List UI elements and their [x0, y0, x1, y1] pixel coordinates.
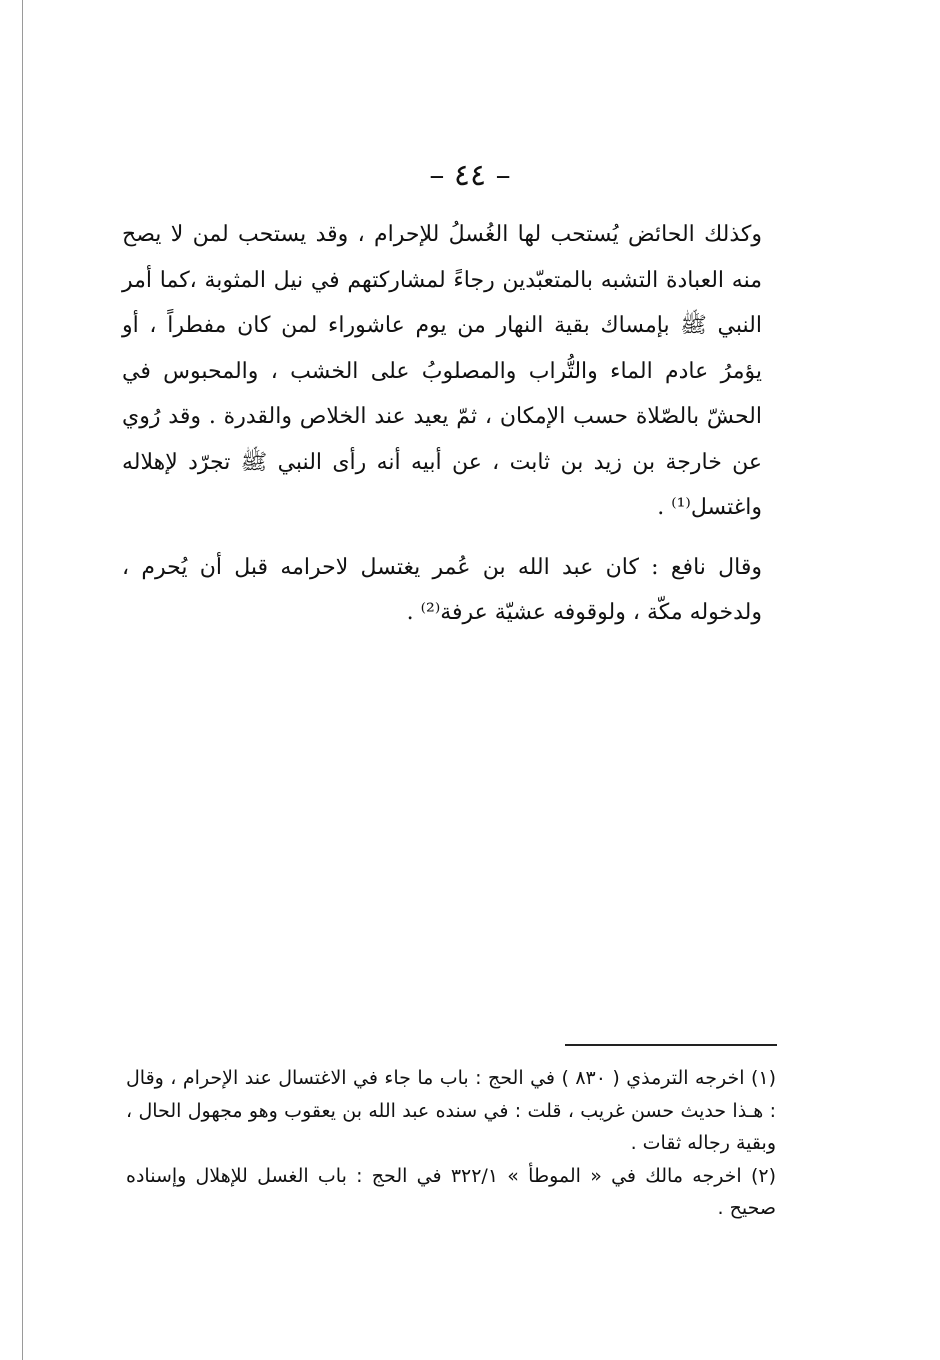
main-text: [122, 212, 762, 636]
scan-edge-line: [22, 0, 23, 1360]
footnote-1: (١) اخرجه الترمذي ( ٨٣٠ ) في الحج : باب ما جاء في الاغتسال عند الإحرام ، وقال : هـذا حديث حسن غريب ، قلت : في سنده عبد الله بن يعقوب وهو مجهول الحال ، وبقية رجاله ثقات .: [126, 1067, 776, 1154]
body-paragraph-2: وقال نافع : كان عبد الله بن عُمر يغتسل لاحرامه قبل أن يُحرم ، ولدخوله مكّة ، ولوقوفه عشيّة عرفة⁽²⁾ .: [122, 554, 762, 625]
footnote-2: (٢) اخرجه مالك في « الموطأ » ٣٢٢/١ في الحج : باب الغسل للإهلال وإسناده صحيح .: [126, 1164, 776, 1219]
footnote-separator: [565, 1044, 777, 1046]
page-number: – ٤٤ –: [429, 158, 511, 193]
footnotes: [126, 1062, 776, 1225]
body-paragraph-1: وكذلك الحائض يُستحب لها الغُسلُ للإحرام ، وقد يستحب لمن لا يصح منه العبادة التشبه بالمتعبّدين رجاءً لمشاركتهم في نيل المثوبة ،كما أمر النبي ﷺ بإمساك بقية النهار من يوم عاشوراء لمن كان مفطراً ، أو يؤمرُ عادم الماء والتُّراب والمصلوبُ على الخشب ، والمحبوس في الحشّ بالصّلاة حسب الإمكان ، ثمّ يعيد عند الخلاص والقدرة . وقد رُوي عن خارجة بن زيد بن ثابت ، عن أبيه أنه رأى النبي ﷺ تجرّد لإهلاله واغتسل⁽¹⁾ .: [122, 222, 762, 520]
